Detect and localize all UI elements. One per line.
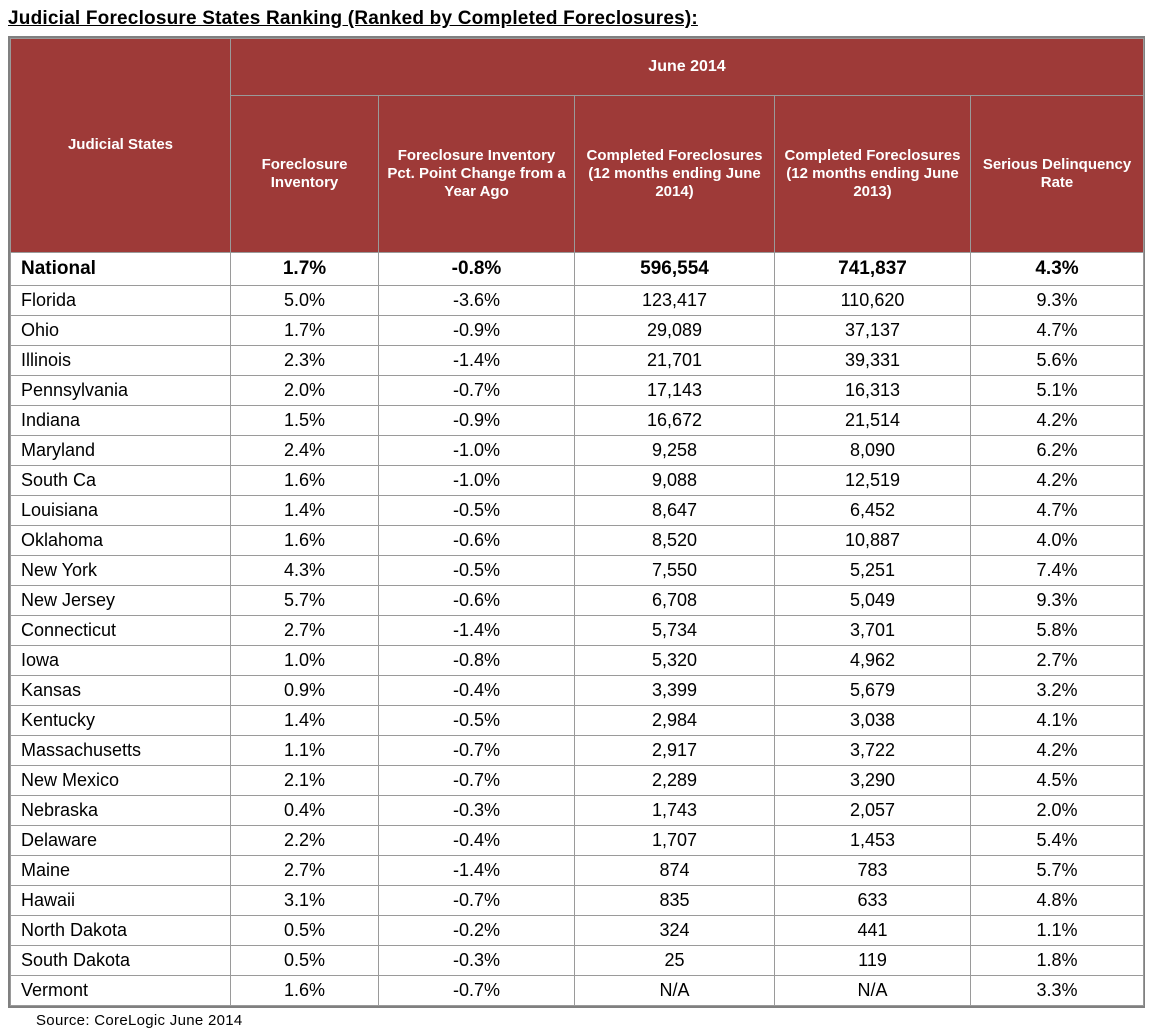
cell-completed-2014: 9,088 [575, 466, 775, 496]
cell-inventory-change: -0.7% [379, 766, 575, 796]
cell-inventory-change: -1.0% [379, 466, 575, 496]
cell-inventory-change: -0.2% [379, 916, 575, 946]
cell-state: New York [11, 556, 231, 586]
table-row [11, 286, 1144, 316]
cell-completed-2013: 10,887 [775, 526, 971, 556]
table-row [11, 436, 1144, 466]
cell-serious-delinquency: 4.2% [971, 736, 1144, 766]
cell-state: Illinois [11, 346, 231, 376]
cell-state: Massachusetts [11, 736, 231, 766]
cell-inventory-change: -0.9% [379, 316, 575, 346]
cell-completed-2013: 3,722 [775, 736, 971, 766]
cell-completed-2013: 4,962 [775, 646, 971, 676]
cell-completed-2014: 21,701 [575, 346, 775, 376]
cell-completed-2014: 16,672 [575, 406, 775, 436]
table-row [11, 736, 1144, 766]
cell-foreclosure-inventory: 1.5% [231, 406, 379, 436]
cell-completed-2014: 835 [575, 886, 775, 916]
cell-inventory-change: -0.7% [379, 736, 575, 766]
column-header-foreclosure-inventory: Foreclosure Inventory [231, 96, 379, 253]
cell-inventory-change: -0.4% [379, 676, 575, 706]
cell-inventory-change: -0.6% [379, 526, 575, 556]
column-header-inventory-change: Foreclosure Inventory Pct. Point Change from a Year Ago [379, 96, 575, 253]
foreclosure-table [10, 38, 1144, 1006]
table-row [11, 376, 1144, 406]
cell-state: New Jersey [11, 586, 231, 616]
cell-state: Kentucky [11, 706, 231, 736]
cell-state: South Dakota [11, 946, 231, 976]
cell-serious-delinquency: 9.3% [971, 586, 1144, 616]
cell-completed-2013: 633 [775, 886, 971, 916]
cell-foreclosure-inventory: 2.2% [231, 826, 379, 856]
cell-completed-2013: 741,837 [775, 253, 971, 286]
cell-foreclosure-inventory: 0.5% [231, 946, 379, 976]
cell-serious-delinquency: 2.7% [971, 646, 1144, 676]
table-row [11, 466, 1144, 496]
cell-completed-2014: 123,417 [575, 286, 775, 316]
cell-completed-2014: 596,554 [575, 253, 775, 286]
cell-serious-delinquency: 5.1% [971, 376, 1144, 406]
column-header-serious-delinquency: Serious Delinquency Rate [971, 96, 1144, 253]
cell-completed-2014: 6,708 [575, 586, 775, 616]
cell-completed-2014: 2,289 [575, 766, 775, 796]
cell-state: Iowa [11, 646, 231, 676]
cell-foreclosure-inventory: 1.4% [231, 706, 379, 736]
cell-foreclosure-inventory: 0.9% [231, 676, 379, 706]
table-row [11, 496, 1144, 526]
table-row [11, 796, 1144, 826]
cell-serious-delinquency: 9.3% [971, 286, 1144, 316]
cell-inventory-change: -3.6% [379, 286, 575, 316]
cell-inventory-change: -0.6% [379, 586, 575, 616]
cell-inventory-change: -0.8% [379, 253, 575, 286]
cell-inventory-change: -0.8% [379, 646, 575, 676]
cell-foreclosure-inventory: 2.3% [231, 346, 379, 376]
table-header [11, 39, 1144, 253]
cell-state: Vermont [11, 976, 231, 1006]
cell-inventory-change: -0.5% [379, 556, 575, 586]
cell-completed-2013: 3,038 [775, 706, 971, 736]
cell-completed-2013: 119 [775, 946, 971, 976]
cell-completed-2013: 21,514 [775, 406, 971, 436]
cell-foreclosure-inventory: 1.0% [231, 646, 379, 676]
cell-completed-2013: 16,313 [775, 376, 971, 406]
table-row [11, 253, 1144, 286]
table-row [11, 946, 1144, 976]
cell-state: Ohio [11, 316, 231, 346]
cell-completed-2013: 441 [775, 916, 971, 946]
column-header-period: June 2014 [231, 39, 1144, 96]
cell-serious-delinquency: 6.2% [971, 436, 1144, 466]
cell-foreclosure-inventory: 1.6% [231, 526, 379, 556]
cell-foreclosure-inventory: 2.4% [231, 436, 379, 466]
cell-completed-2014: 1,707 [575, 826, 775, 856]
cell-serious-delinquency: 4.1% [971, 706, 1144, 736]
cell-completed-2013: 5,251 [775, 556, 971, 586]
cell-completed-2014: 9,258 [575, 436, 775, 466]
cell-serious-delinquency: 5.8% [971, 616, 1144, 646]
cell-inventory-change: -0.4% [379, 826, 575, 856]
cell-foreclosure-inventory: 5.0% [231, 286, 379, 316]
table-row [11, 976, 1144, 1006]
cell-completed-2013: 2,057 [775, 796, 971, 826]
cell-inventory-change: -0.7% [379, 976, 575, 1006]
cell-completed-2014: 7,550 [575, 556, 775, 586]
cell-completed-2013: 110,620 [775, 286, 971, 316]
table-row [11, 526, 1144, 556]
cell-state: Maine [11, 856, 231, 886]
cell-completed-2014: 874 [575, 856, 775, 886]
table-row [11, 706, 1144, 736]
cell-serious-delinquency: 4.5% [971, 766, 1144, 796]
cell-completed-2013: 3,290 [775, 766, 971, 796]
cell-completed-2013: 3,701 [775, 616, 971, 646]
cell-foreclosure-inventory: 2.0% [231, 376, 379, 406]
cell-state: Pennsylvania [11, 376, 231, 406]
column-header-completed-2013: Completed Foreclosures (12 months ending June 2013) [775, 96, 971, 253]
table-row [11, 406, 1144, 436]
cell-completed-2014: 25 [575, 946, 775, 976]
cell-state: Oklahoma [11, 526, 231, 556]
cell-serious-delinquency: 4.8% [971, 886, 1144, 916]
cell-serious-delinquency: 3.3% [971, 976, 1144, 1006]
table-row [11, 916, 1144, 946]
cell-completed-2014: 29,089 [575, 316, 775, 346]
cell-completed-2014: 5,734 [575, 616, 775, 646]
cell-completed-2014: 5,320 [575, 646, 775, 676]
cell-state: Florida [11, 286, 231, 316]
cell-inventory-change: -0.5% [379, 706, 575, 736]
cell-serious-delinquency: 4.7% [971, 496, 1144, 526]
table-row [11, 556, 1144, 586]
cell-state: Hawaii [11, 886, 231, 916]
table-row [11, 316, 1144, 346]
column-header-completed-2014: Completed Foreclosures (12 months ending June 2014) [575, 96, 775, 253]
cell-completed-2014: 2,984 [575, 706, 775, 736]
cell-serious-delinquency: 4.2% [971, 466, 1144, 496]
page-title: Judicial Foreclosure States Ranking (Ranked by Completed Foreclosures): [8, 8, 698, 29]
table-body [11, 253, 1144, 1006]
cell-inventory-change: -0.7% [379, 886, 575, 916]
cell-foreclosure-inventory: 5.7% [231, 586, 379, 616]
cell-foreclosure-inventory: 1.1% [231, 736, 379, 766]
cell-completed-2013: 5,049 [775, 586, 971, 616]
cell-inventory-change: -1.4% [379, 346, 575, 376]
cell-serious-delinquency: 5.4% [971, 826, 1144, 856]
cell-completed-2013: 5,679 [775, 676, 971, 706]
cell-state: South Ca [11, 466, 231, 496]
cell-completed-2014: 17,143 [575, 376, 775, 406]
cell-serious-delinquency: 7.4% [971, 556, 1144, 586]
cell-state: National [11, 253, 231, 286]
cell-completed-2014: 1,743 [575, 796, 775, 826]
cell-inventory-change: -0.7% [379, 376, 575, 406]
table-row [11, 886, 1144, 916]
column-header-judicial-states: Judicial States [11, 39, 231, 253]
cell-state: Louisiana [11, 496, 231, 526]
cell-serious-delinquency: 1.1% [971, 916, 1144, 946]
cell-state: New Mexico [11, 766, 231, 796]
cell-serious-delinquency: 4.7% [971, 316, 1144, 346]
cell-completed-2013: 783 [775, 856, 971, 886]
cell-inventory-change: -0.5% [379, 496, 575, 526]
cell-completed-2014: 8,520 [575, 526, 775, 556]
cell-foreclosure-inventory: 1.7% [231, 253, 379, 286]
cell-foreclosure-inventory: 1.6% [231, 466, 379, 496]
table-row [11, 856, 1144, 886]
cell-completed-2014: 324 [575, 916, 775, 946]
cell-serious-delinquency: 3.2% [971, 676, 1144, 706]
cell-state: Indiana [11, 406, 231, 436]
cell-state: Connecticut [11, 616, 231, 646]
cell-completed-2013: 37,137 [775, 316, 971, 346]
cell-completed-2013: 6,452 [775, 496, 971, 526]
cell-completed-2013: N/A [775, 976, 971, 1006]
table-row [11, 586, 1144, 616]
cell-foreclosure-inventory: 1.4% [231, 496, 379, 526]
cell-completed-2013: 39,331 [775, 346, 971, 376]
cell-completed-2014: 2,917 [575, 736, 775, 766]
cell-serious-delinquency: 5.6% [971, 346, 1144, 376]
cell-state: Maryland [11, 436, 231, 466]
cell-inventory-change: -0.9% [379, 406, 575, 436]
cell-serious-delinquency: 4.3% [971, 253, 1144, 286]
cell-serious-delinquency: 2.0% [971, 796, 1144, 826]
table-row [11, 646, 1144, 676]
cell-foreclosure-inventory: 3.1% [231, 886, 379, 916]
cell-foreclosure-inventory: 1.7% [231, 316, 379, 346]
cell-inventory-change: -0.3% [379, 796, 575, 826]
table-header-row-top [11, 39, 1144, 96]
cell-completed-2013: 1,453 [775, 826, 971, 856]
cell-inventory-change: -1.0% [379, 436, 575, 466]
cell-foreclosure-inventory: 1.6% [231, 976, 379, 1006]
cell-state: North Dakota [11, 916, 231, 946]
cell-foreclosure-inventory: 4.3% [231, 556, 379, 586]
cell-foreclosure-inventory: 2.7% [231, 856, 379, 886]
cell-completed-2014: 3,399 [575, 676, 775, 706]
cell-foreclosure-inventory: 2.7% [231, 616, 379, 646]
cell-inventory-change: -0.3% [379, 946, 575, 976]
source-note: Source: CoreLogic June 2014 [36, 1012, 243, 1029]
cell-foreclosure-inventory: 0.5% [231, 916, 379, 946]
cell-serious-delinquency: 1.8% [971, 946, 1144, 976]
table-row [11, 766, 1144, 796]
table-row [11, 346, 1144, 376]
cell-state: Kansas [11, 676, 231, 706]
cell-inventory-change: -1.4% [379, 616, 575, 646]
cell-serious-delinquency: 4.0% [971, 526, 1144, 556]
cell-serious-delinquency: 4.2% [971, 406, 1144, 436]
cell-completed-2013: 12,519 [775, 466, 971, 496]
cell-state: Nebraska [11, 796, 231, 826]
cell-completed-2014: 8,647 [575, 496, 775, 526]
cell-serious-delinquency: 5.7% [971, 856, 1144, 886]
cell-state: Delaware [11, 826, 231, 856]
cell-foreclosure-inventory: 0.4% [231, 796, 379, 826]
cell-completed-2013: 8,090 [775, 436, 971, 466]
table-row [11, 616, 1144, 646]
table-row [11, 826, 1144, 856]
table-row [11, 676, 1144, 706]
cell-inventory-change: -1.4% [379, 856, 575, 886]
cell-completed-2014: N/A [575, 976, 775, 1006]
foreclosure-table-container [8, 36, 1145, 1008]
cell-foreclosure-inventory: 2.1% [231, 766, 379, 796]
